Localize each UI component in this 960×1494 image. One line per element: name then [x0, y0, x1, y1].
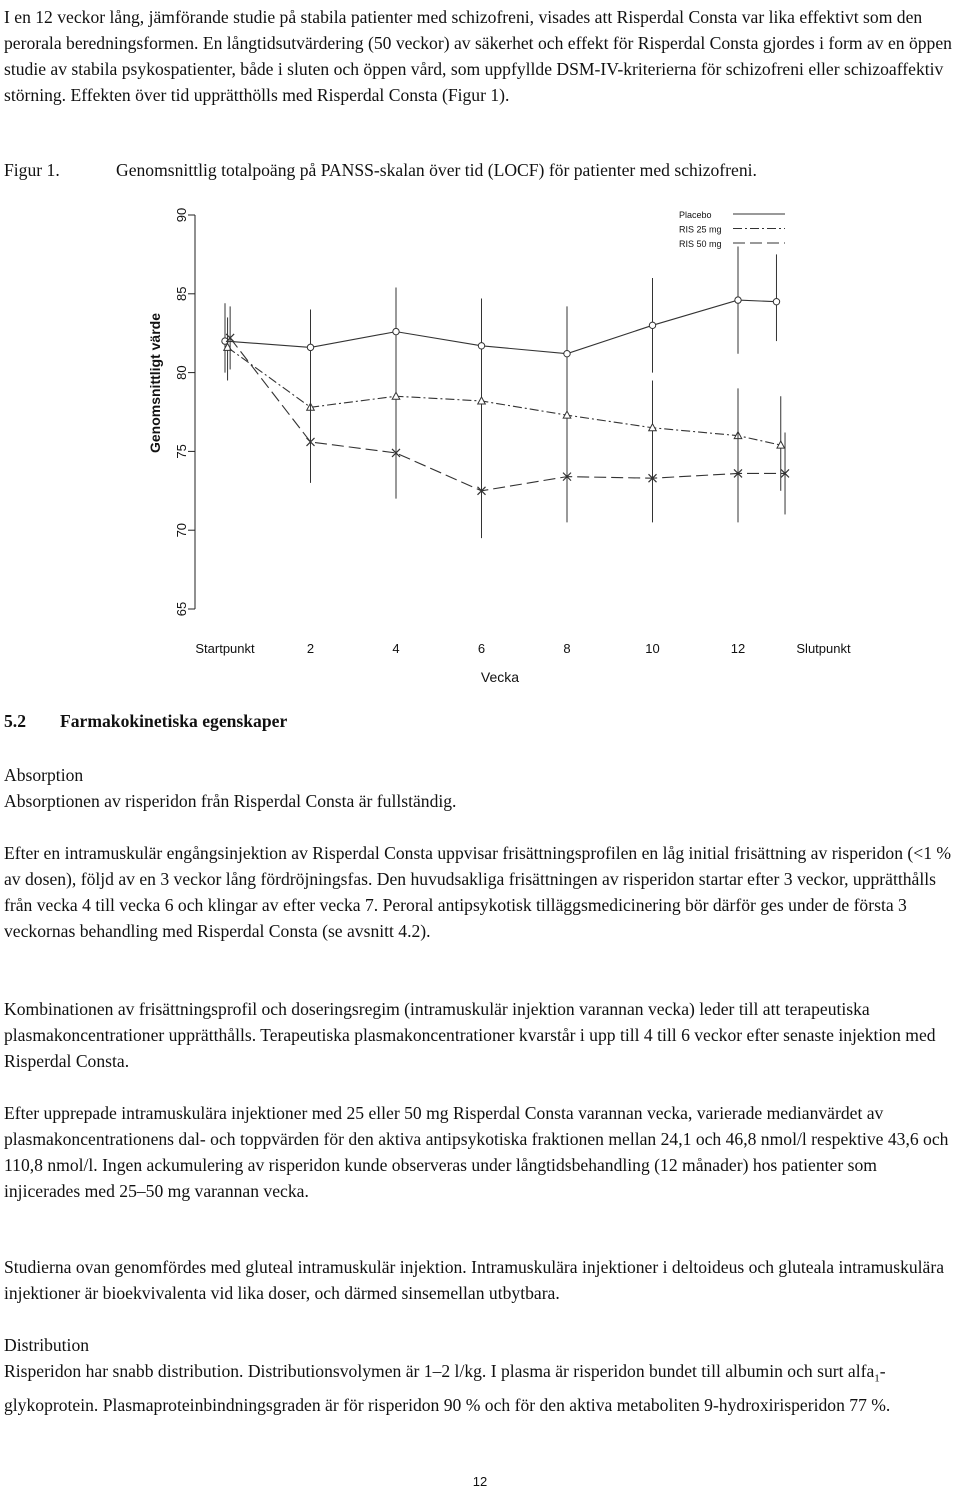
x-tick-label: Startpunkt: [195, 641, 255, 656]
y-tick-label: 75: [174, 444, 189, 459]
data-point-triangle: [478, 397, 486, 404]
absorption-paragraph-1: Absorptionen av risperidon från Risperdal Consta är fullständig.: [4, 791, 457, 811]
legend-label: RIS 50 mg: [679, 239, 722, 249]
y-tick-label: 65: [174, 601, 189, 617]
distribution-text-b: -glykoprotein. Plasmaproteinbindningsgraden är för risperidon 90 % och för den aktiva metaboliten 9-hydroxirisperidon 77 %.: [4, 1361, 891, 1415]
absorption-paragraph-3: Kombinationen av frisättningsprofil och doseringsregim (intramuskulär injektion varannan vecka) leder till att terapeutiska plasmakoncentrationer upprätthålls. Terapeutiska plasmakoncentrationer kvarstår i upp till 4 till 6 veckor efter senaste injektion med Risperdal Consta.: [4, 999, 936, 1071]
data-point-circle: [735, 297, 741, 303]
absorption-paragraph-4: Efter upprepade intramuskulära injektioner med 25 eller 50 mg Risperdal Consta varannan vecka, varierade medianvärdet av plasmakoncentrationens dal- och toppvärden för den aktiva antipsykotiska fraktionen mellan 24,1 och 46,8 nmol/l respektive 43,6 och 110,8 nmol/l. Ingen ackumulering av risperidon kunde observeras under långtidsbehandling (12 månader) hos patienter som injicerades med 25–50 mg varannan vecka.: [4, 1103, 949, 1201]
distribution-paragraph: [4, 1358, 956, 1418]
data-point-circle: [393, 328, 399, 334]
x-axis-label: Vecka: [480, 669, 520, 685]
distribution-text-a: Risperidon har snabb distribution. Distributionsvolymen är 1–2 l/kg. I plasma är risperidon bundet till albumin och surt alfa: [4, 1361, 875, 1381]
x-tick-label: Slutpunkt: [796, 641, 851, 656]
distribution-subscript: 1: [874, 1372, 880, 1385]
distribution-heading: Distribution: [4, 1335, 90, 1355]
y-axis-label: Genomsnittligt värde: [147, 312, 163, 454]
data-point-circle: [307, 344, 313, 350]
figure-caption: Genomsnittlig totalpoäng på PANSS-skalan över tid (LOCF) för patienter med schizofreni.: [116, 160, 757, 180]
x-tick-label: 8: [563, 641, 571, 656]
x-axis: [195, 641, 851, 656]
section-heading: [4, 708, 287, 734]
absorption-heading: Absorption: [4, 765, 84, 785]
x-tick-label: 6: [477, 641, 486, 656]
x-tick-label: 10: [645, 641, 660, 656]
y-tick-label: 80: [174, 365, 189, 380]
absorption-paragraph-5: Studierna ovan genomfördes med gluteal intramuskulär injektion. Intramuskulära injektioner i deltoideus och gluteala intramuskulära injektioner är bioekvivalenta vid lika doser, och därmed sinsemellan utbytbara.: [4, 1257, 945, 1303]
intro-paragraph: I en 12 veckor lång, jämförande studie på stabila patienter med schizofreni, visades att Risperdal Consta var lika effektivt som den perorala beredningsformen. En långtidsutvärdering (50 veckor) av säkerhet och effekt för Risperdal Consta gjordes i form av en öppen studie av stabila psykospatienter, både i sluten och öppen vård, som uppfyllde DSM-IV-kriterierna för schizofreni eller schizoaffektiv störning. Effekten över tid upprätthölls med Risperdal Consta (Figur 1).: [4, 7, 952, 105]
data-point-circle: [649, 322, 655, 328]
chart-legend: [679, 210, 785, 249]
data-point-circle: [564, 350, 570, 356]
series-ris-25-mg: [224, 317, 785, 490]
x-tick-label: 12: [730, 641, 746, 656]
figure-label: Figur 1.: [4, 160, 60, 180]
panss-line-chart: [140, 196, 851, 696]
x-tick-label: 4: [392, 641, 400, 656]
series-layer: [222, 247, 789, 539]
series-line: [230, 338, 785, 491]
data-point-circle: [773, 298, 779, 304]
data-point-triangle: [392, 392, 400, 399]
data-point-circle: [478, 343, 484, 349]
section-number: 5.2: [4, 711, 26, 731]
y-tick-label: 85: [174, 286, 189, 302]
page-number: 12: [472, 1474, 488, 1489]
legend-label: RIS 25 mg: [679, 224, 722, 235]
series-placebo: [222, 247, 780, 405]
y-tick-label: 90: [174, 207, 189, 223]
y-axis: [174, 208, 195, 616]
absorption-paragraph-2: Efter en intramuskulär engångsinjektion av Risperdal Consta uppvisar frisättningsprofilen en låg initial frisättning av risperidon (<1 % av dosen), följd av en 3 veckor lång fördröjningsfas. Den huvudsakliga frisättningen av risperidon startar efter 3 veckor, upprätthålls från vecka 4 till vecka 6 och klingar av efter vecka 7. Peroral antipsykotisk tilläggsmedicinering bör därför ges under de första 3 veckornas behandling med Risperdal Consta (se avsnitt 4.2).: [4, 843, 952, 941]
section-title: Farmakokinetiska egenskaper: [60, 711, 288, 731]
y-tick-label: 70: [174, 522, 189, 538]
legend-label: Placebo: [679, 210, 712, 220]
x-tick-label: 2: [306, 641, 315, 656]
